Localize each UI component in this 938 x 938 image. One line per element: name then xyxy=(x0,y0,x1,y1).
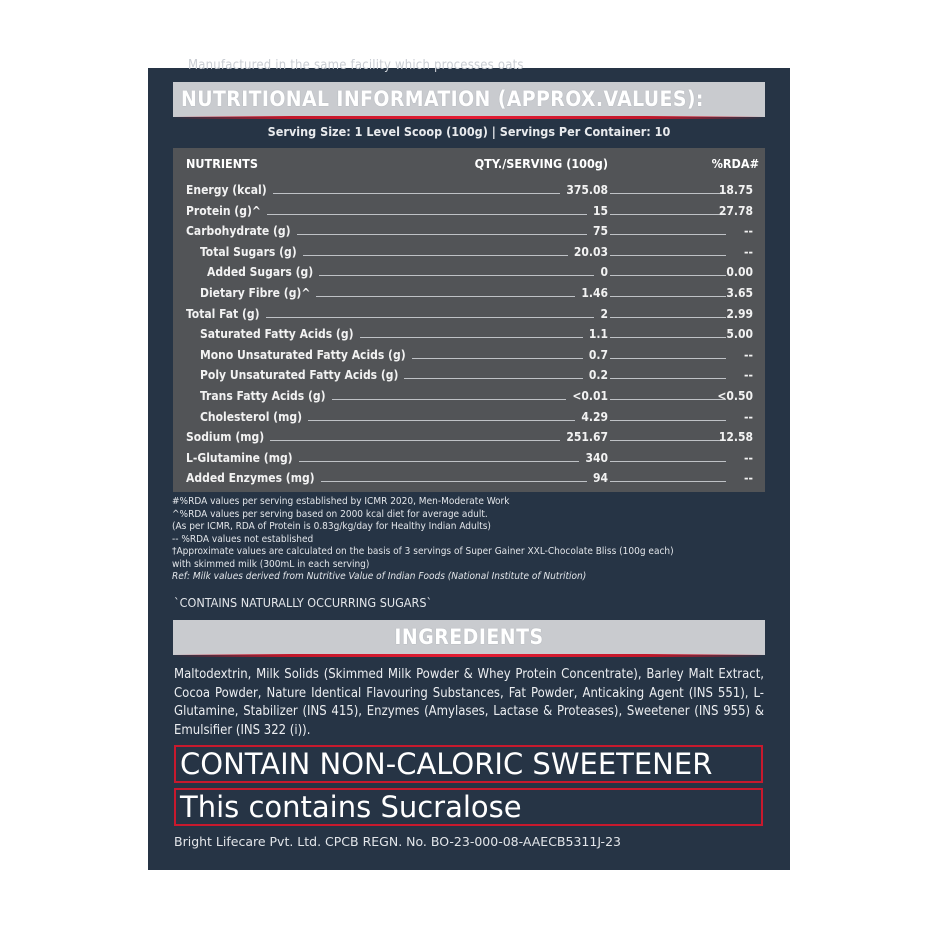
table-row xyxy=(173,283,765,303)
rda-value: 18.75 xyxy=(718,183,753,197)
nutrient-label: Added Sugars (g) xyxy=(207,265,314,280)
ingredients-title-banner: INGREDIENTS xyxy=(173,620,765,655)
qty-value: 340 xyxy=(585,450,608,465)
leader-line xyxy=(267,214,587,215)
leader-line xyxy=(266,317,594,318)
qty-value: 94 xyxy=(592,471,608,486)
rda-value: 12.58 xyxy=(718,430,753,445)
table-row xyxy=(173,386,765,406)
nutrient-label: Dietary Fibre (g)^ xyxy=(200,286,311,300)
nutrient-label: L-Glutamine (mg) xyxy=(186,450,293,465)
leader-line xyxy=(299,461,579,462)
nutrient-label: Sodium (mg) xyxy=(186,430,265,445)
nutrition-title-banner: NUTRITIONAL INFORMATION (APPROX.VALUES): xyxy=(173,82,765,117)
table-row xyxy=(173,468,765,488)
qty-value: 20.03 xyxy=(573,244,608,259)
table-row xyxy=(173,242,765,262)
table-row xyxy=(173,407,765,427)
nutrient-label: Trans Fatty Acids (g) xyxy=(200,389,326,403)
rda-value: 3.65 xyxy=(726,286,753,300)
table-row xyxy=(173,201,765,221)
sweetener-warning-box: CONTAIN NON-CALORIC SWEETENER xyxy=(174,745,763,783)
qty-value: 15 xyxy=(592,203,608,218)
nutrient-label: Added Enzymes (mg) xyxy=(186,471,315,486)
leader-line xyxy=(610,440,726,441)
qty-value: <0.01 xyxy=(572,389,608,403)
leader-line xyxy=(610,214,726,215)
leader-line xyxy=(610,378,726,379)
leader-line xyxy=(273,193,560,194)
table-row xyxy=(173,180,765,200)
footnote: with skimmed milk (300mL in each serving) xyxy=(172,558,370,570)
nutrition-label-panel xyxy=(148,58,790,870)
naturally-occurring-sugars-note: `CONTAINS NATURALLY OCCURRING SUGARS` xyxy=(174,595,433,610)
qty-value: 0.7 xyxy=(588,347,608,362)
sucralose-warning-box: This contains Sucralose xyxy=(174,788,763,826)
leader-line xyxy=(316,296,575,297)
qty-value: 0 xyxy=(600,265,608,280)
leader-line xyxy=(610,399,726,400)
nutrient-label: Total Fat (g) xyxy=(186,306,260,321)
rda-value: -- xyxy=(744,409,753,424)
leader-line xyxy=(360,337,583,338)
qty-value: 0.2 xyxy=(588,368,608,383)
leader-line xyxy=(610,275,726,276)
nutrient-label: Protein (g)^ xyxy=(186,203,261,218)
rda-value: -- xyxy=(744,224,753,239)
leader-line xyxy=(412,358,583,359)
table-row xyxy=(173,427,765,447)
nutrient-label: Cholesterol (mg) xyxy=(200,409,303,424)
footnotes xyxy=(172,496,772,584)
footnote: ^%RDA values per serving based on 2000 kcal diet for average adult. xyxy=(172,508,488,520)
rda-value: -- xyxy=(744,368,753,383)
leader-line xyxy=(308,420,575,421)
leader-line xyxy=(270,440,560,441)
header-nutrients: NUTRIENTS xyxy=(186,156,258,171)
leader-line xyxy=(303,255,568,256)
qty-value: 251.67 xyxy=(566,430,608,445)
ingredients-text: Maltodextrin, Milk Solids (Skimmed Milk Powder & Whey Protein Concentrate), Barley Malt Extract, Cocoa Powder, Nature Identical Flavouring Substances, Fat Powder, Anticaking Agent (INS 551), L-Glutamine, Stabilizer (INS 415), Enzymes (Amylases, Lactase & Proteases), Sweetener (INS 955) & Emulsifier (INS 322 (i)). xyxy=(174,667,764,738)
table-row xyxy=(173,345,765,365)
table-row xyxy=(173,324,765,344)
rda-value: <0.50 xyxy=(717,389,753,403)
leader-line xyxy=(297,234,587,235)
footnote: -- %RDA values not established xyxy=(172,533,314,545)
serving-size-line: Serving Size: 1 Level Scoop (100g) | Servings Per Container: 10 xyxy=(267,124,671,139)
footnote: †Approximate values are calculated on the basis of 3 servings of Super Gainer XXL-Chocolate Bliss (100g each) xyxy=(172,546,674,557)
nutrient-label: Total Sugars (g) xyxy=(200,244,297,259)
leader-line xyxy=(332,399,566,400)
leader-line xyxy=(610,234,726,235)
leader-line xyxy=(610,317,726,318)
leader-line xyxy=(610,255,726,256)
qty-value: 375.08 xyxy=(566,183,608,197)
table-row xyxy=(173,448,765,468)
table-row xyxy=(173,365,765,385)
footnote: #%RDA values per serving established by ICMR 2020, Men-Moderate Work xyxy=(172,496,510,507)
leader-line xyxy=(610,481,726,482)
leader-line xyxy=(610,193,726,194)
nutrient-label: Carbohydrate (g) xyxy=(186,224,291,239)
table-row xyxy=(173,304,765,324)
leader-line xyxy=(610,337,726,338)
reference-note: Ref: Milk values derived from Nutritive Value of Indian Foods (National Institute of Nutrition) xyxy=(172,571,587,582)
qty-value: 2 xyxy=(600,306,608,321)
leader-line xyxy=(319,275,594,276)
qty-value: 75 xyxy=(592,224,608,239)
table-row xyxy=(173,221,765,241)
nutrient-label: Energy (kcal) xyxy=(186,183,267,197)
qty-value: 4.29 xyxy=(581,409,608,424)
rda-value: 27.78 xyxy=(718,203,753,218)
rda-value: -- xyxy=(744,471,753,486)
leader-line xyxy=(610,358,726,359)
leader-line xyxy=(610,420,726,421)
rda-value: -- xyxy=(744,347,753,362)
rda-value: -- xyxy=(744,450,753,465)
leader-line xyxy=(404,378,583,379)
header-rda: %RDA# xyxy=(711,156,759,171)
rda-value: 5.00 xyxy=(726,327,753,342)
cut-off-allergen-text: Manufactured in the same facility which processes oats xyxy=(188,58,524,73)
leader-line xyxy=(321,481,587,482)
nutrition-table-header xyxy=(173,156,765,172)
rda-value: 2.99 xyxy=(726,306,753,321)
qty-value: 1.1 xyxy=(588,327,608,342)
table-row xyxy=(173,262,765,282)
header-qty: QTY./SERVING (100g) xyxy=(474,156,608,171)
nutrient-label: Mono Unsaturated Fatty Acids (g) xyxy=(200,347,406,362)
leader-line xyxy=(610,296,726,297)
footnote: (As per ICMR, RDA of Protein is 0.83g/kg/day for Healthy Indian Adults) xyxy=(172,521,491,532)
nutrient-label: Poly Unsaturated Fatty Acids (g) xyxy=(200,368,399,383)
nutrient-label: Saturated Fatty Acids (g) xyxy=(200,327,354,342)
manufacturer-footer: Bright Lifecare Pvt. Ltd. CPCB REGN. No. BO-23-000-08-AAECB5311J-23 xyxy=(174,834,621,849)
qty-value: 1.46 xyxy=(581,286,608,300)
nutrition-table xyxy=(173,148,765,492)
leader-line xyxy=(610,461,726,462)
rda-value: 0.00 xyxy=(726,265,753,280)
rda-value: -- xyxy=(744,244,753,259)
